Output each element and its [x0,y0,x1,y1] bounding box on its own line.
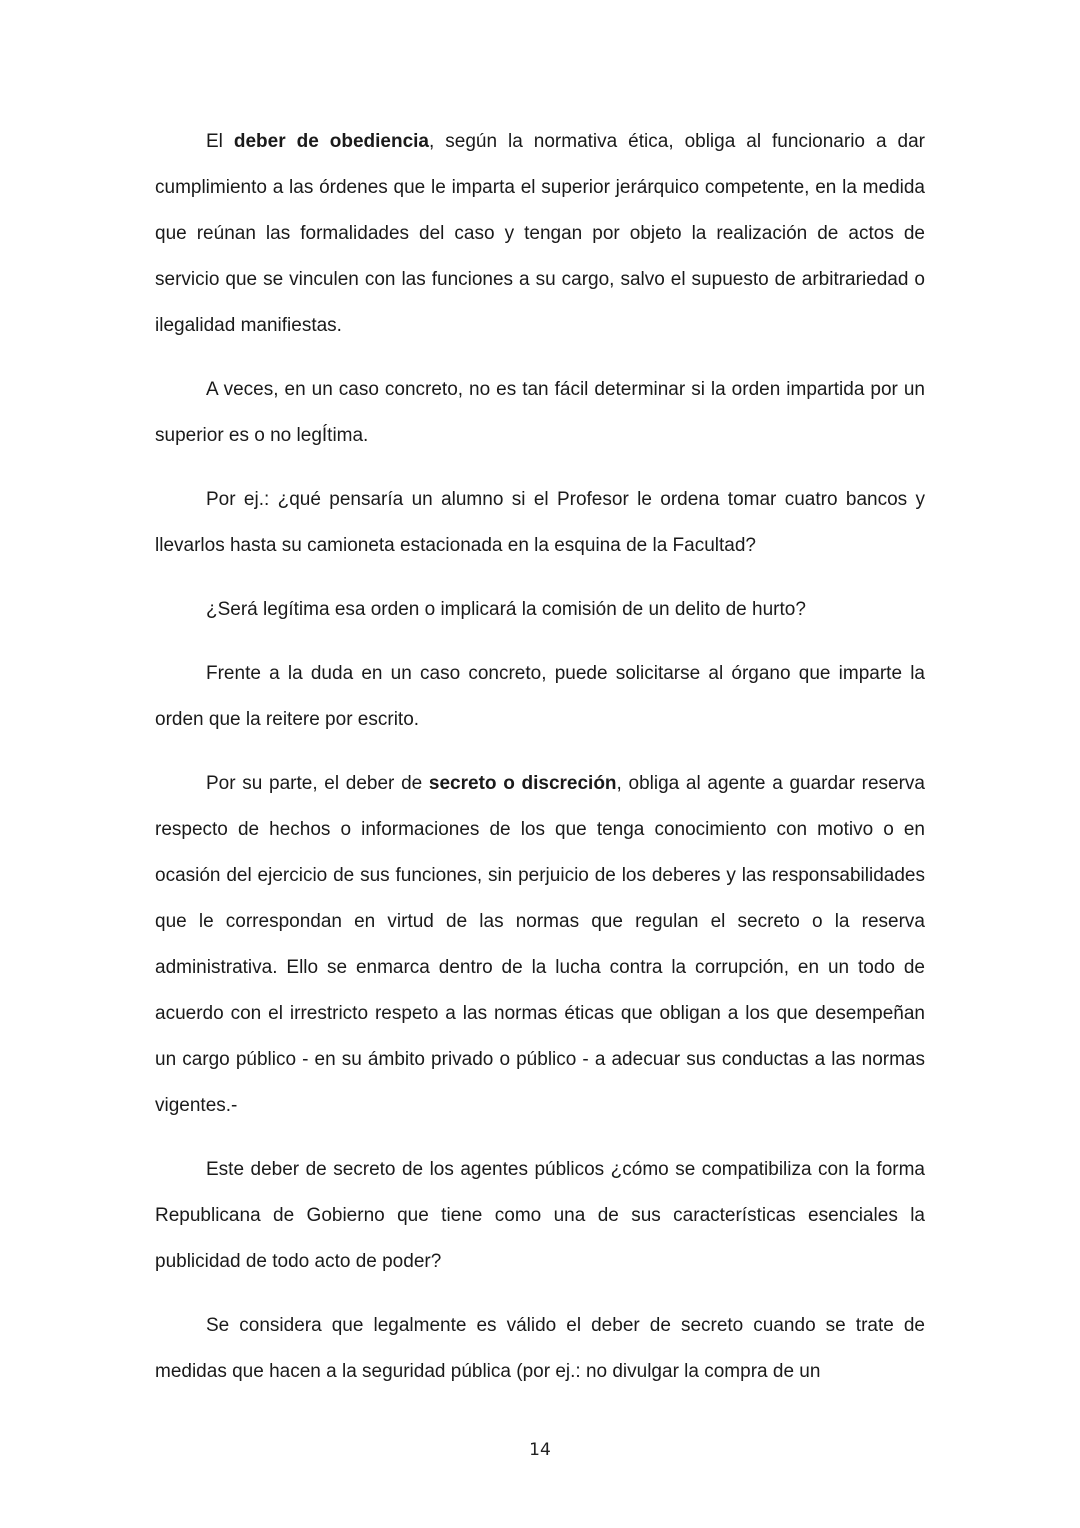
paragraph-text-rest: , según la normativa ética, obliga al funcionario a dar cumplimiento a las órdenes que le imparta el superior jerárquico competente, en la medida que reúnan las formalidades del caso y tengan por objeto la realización de actos de servicio que se vinculen con las funciones a su cargo, salvo el supuesto de arbitrariedad o ilegalidad manifiestas. [155,131,925,336]
paragraph-deber-de-obediencia [155,119,925,349]
paragraph-forma-republicana: Este deber de secreto de los agentes públicos ¿cómo se compatibiliza con la forma Republicana de Gobierno que tiene como una de sus características esenciales la publicidad de todo acto de poder? [155,1159,925,1272]
paragraph-text-rest: , obliga al agente a guardar reserva respecto de hechos o informaciones de los que tenga conocimiento con motivo o en ocasión del ejercicio de sus funciones, sin perjuicio de los deberes y las responsabilidades que le correspondan en virtud de las normas que regulan el secreto o la reserva administrativa. Ello se enmarca dentro de la lucha contra la corrupción, en un todo de acuerdo con el irrestricto respeto a las normas éticas que obligan a los que desempeñan un cargo público - en su ámbito privado o público - a adecuar sus conductas a las normas vigentes.- [155,773,925,1116]
paragraph-sera-legitima: ¿Será legítima esa orden o implicará la comisión de un delito de hurto? [206,599,806,620]
paragraph-deber-de-secreto [155,761,925,1129]
page-body [155,119,925,1395]
paragraph-text-start: El [206,131,234,152]
paragraph-por-ej: Por ej.: ¿qué pensaría un alumno si el Profesor le ordena tomar cuatro bancos y llevarlos hasta su camioneta estacionada en la esquina de la Facultad? [155,489,925,556]
paragraph-a-veces: A veces, en un caso concreto, no es tan fácil determinar si la orden impartida por un superior es o no legÍtima. [155,379,925,446]
paragraph-seguridad-publica: Se considera que legalmente es válido el deber de secreto cuando se trate de medidas que hacen a la seguridad pública (por ej.: no divulgar la compra de un [155,1315,925,1382]
page-number: 14 [529,1440,551,1460]
bold-term-deber-de-obediencia: deber de obediencia [233,131,429,152]
paragraph-text-start: Por su parte, el deber de [206,773,429,794]
paragraph-frente-a-la-duda: Frente a la duda en un caso concreto, puede solicitarse al órgano que imparte la orden que la reitere por escrito. [155,663,925,730]
bold-term-secreto-o-discrecion: secreto o discreción [428,773,617,794]
